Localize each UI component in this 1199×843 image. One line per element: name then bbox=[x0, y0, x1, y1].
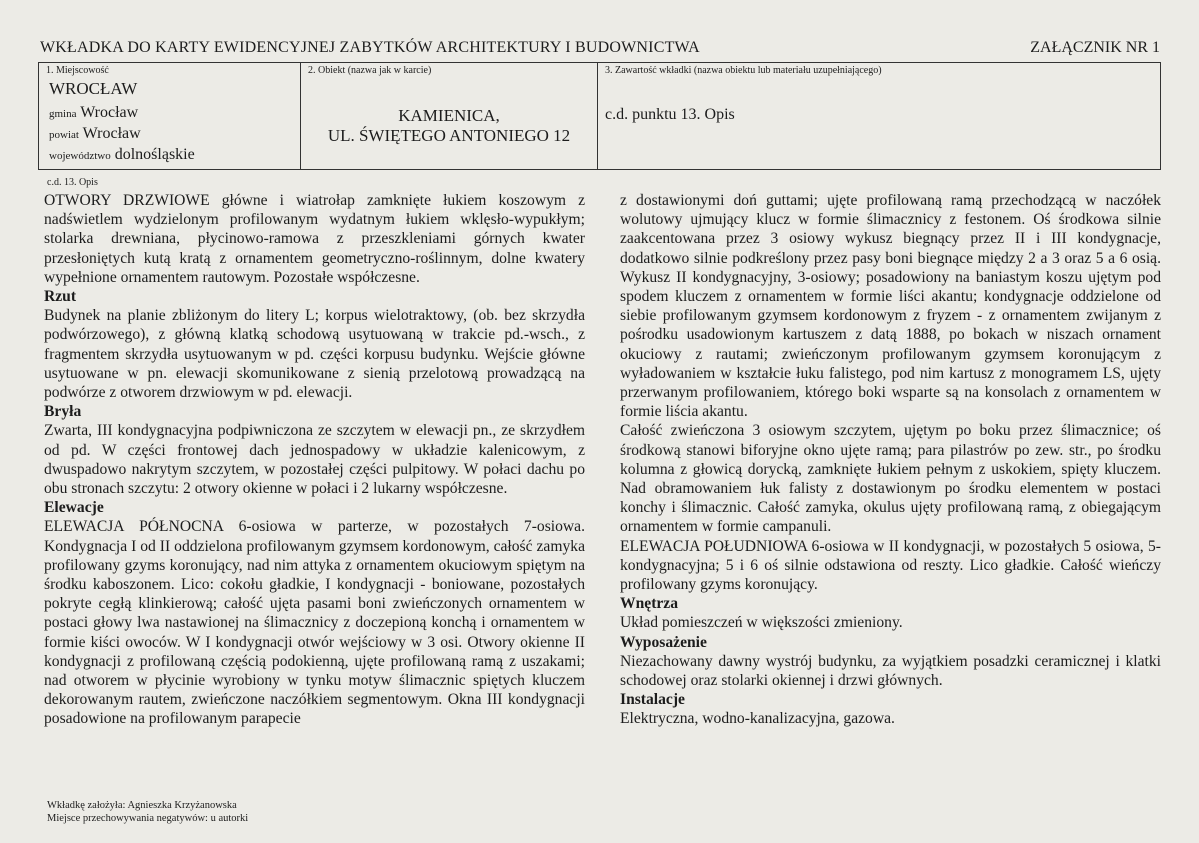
annex-label: ZAŁĄCZNIK NR 1 bbox=[1030, 39, 1160, 56]
footer bbox=[47, 799, 248, 825]
content-value: c.d. punktu 13. Opis bbox=[605, 106, 735, 123]
object-name bbox=[301, 106, 597, 146]
wojewodztwo-line bbox=[49, 146, 195, 164]
heading-wyposazenie: Wyposażenie bbox=[620, 633, 707, 651]
heading-elewacje: Elewacje bbox=[44, 499, 104, 517]
heading-wnetrza: Wnętrza bbox=[620, 595, 679, 613]
content-cell bbox=[598, 63, 1160, 169]
paragraph-doors: OTWORY DRZWIOWE główne i wiatrołap zamknięte łukiem koszowym z nadświetlem wydzielonym profilowanym wydatnym łukiem wklęsło-wypukłym; stolarka drewniana, płycinowo-ramowa z przeszkleniami górnych kwater przesłoniętych kutą kratą z ornamentem geometryczno-roślinnym, dolne kwatery wypełnione ornamentem rautowym. Pozostałe współczesne. bbox=[44, 192, 585, 286]
object-line-2: UL. ŚWIĘTEGO ANTONIEGO 12 bbox=[327, 126, 571, 145]
wojewodztwo-label: województwo bbox=[49, 150, 111, 162]
form-title: WKŁADKA DO KARTY EWIDENCYJNEJ ZABYTKÓW ARCHITEKTURY I BUDOWNICTWA bbox=[40, 39, 700, 56]
footer-author: Wkładkę założyła: Agnieszka Krzyżanowska bbox=[47, 800, 237, 811]
paragraph-instalacje: Elektryczna, wodno-kanalizacyjna, gazowa. bbox=[620, 710, 895, 728]
section-label: c.d. 13. Opis bbox=[47, 177, 98, 188]
paragraph-elewacje: ELEWACJA PÓŁNOCNA 6-osiowa w parterze, w pozostałych 7-osiowa. Kondygnacja I od II oddzielona profilowanym gzymsem kordonowym, całość zamyka profilowany gzyms koronujący, nad nim attyka z ornamentem okuciowym spiętym na środku kaboszonem. Lico: cokołu gładkie, I kondygnacji - boniowane, pozostałych pokryte cegłą klinkierową; całość ujęta pasami boni zwieńczonych ornamentem w postaci głowy lwa nastawionej na ślimacznicy z doczepioną konchą i ornamentem w formie kiści owoców. W I kondygnacji otwór wejściowy w 3 osi. Otwory okienne II kondygnacji z profilowaną częścią podokienną, ujęte profilowaną ramą z uszakami; nad otworem w płycinie wyrobiony w tynku motyw ślimacznic spiętych kluczem dekorowanym rautem, zwieńczone naczółkiem segmentowym. Okna III kondygnacji posadowione na profilowanym parapecie bbox=[44, 518, 585, 728]
right-column bbox=[620, 191, 1161, 729]
gmina-line bbox=[49, 104, 138, 122]
city-name: WROCŁAW bbox=[49, 79, 138, 98]
object-label: 2. Obiekt (nazwa jak w karcie) bbox=[308, 65, 432, 76]
heading-bryla: Bryła bbox=[44, 403, 82, 421]
info-table bbox=[38, 62, 1161, 170]
location-label: 1. Miejscowość bbox=[46, 65, 109, 76]
object-cell bbox=[301, 63, 598, 169]
paragraph-wyposazenie: Niezachowany dawny wystrój budynku, za wyjątkiem posadzki ceramicznej i klatki schodowej oraz stolarki okiennej i drzwi głównych. bbox=[620, 652, 1161, 690]
object-line-1: KAMIENICA, bbox=[398, 106, 500, 125]
powiat-label: powiat bbox=[49, 129, 79, 141]
powiat-line bbox=[49, 125, 141, 143]
paragraph-elewacja-poludniowa: ELEWACJA POŁUDNIOWA 6-osiowa w II kondygnacji, w pozostałych 5 osiowa, 5-kondygnacyjna; 5 i 6 oś silnie odstawiona od reszty. Lico gładkie. Całość wieńczy profilowany gzyms koronujący. bbox=[620, 537, 1161, 594]
gmina-label: gmina bbox=[49, 108, 77, 120]
page-header bbox=[40, 39, 1160, 61]
left-column bbox=[44, 191, 585, 729]
paragraph-rzut: Budynek na planie zbliżonym do litery L; korpus wielotraktowy, (ob. bez skrzydła podwórzowego), z główną klatką schodową usytuowaną w trakcie pd.-wsch., z fragmentem skrzydła usytuowanym w pd. części korpusu budynku. Wejście główne usytuowane w pn. elewacji skomunikowane z sienią przelotową prowadzącą na podwórze z otworem drzwiowym w pd. elewacji. bbox=[44, 307, 585, 402]
powiat-value: Wrocław bbox=[82, 125, 141, 142]
location-cell bbox=[39, 63, 301, 169]
paragraph-szczyt: Całość zwieńczona 3 osiowym szczytem, ujętym po boku przez ślimacznice; oś środkową stanowi biforyjne okno ujęte ramą; para pilastrów po zew. str., po środku kolumna z głowicą dorycką, zamknięte łukiem pełnym z uskokiem, spięty kluczem. Nad obramowaniem łuk falisty z dostawionym po środku elementem w postaci konchy i ślimacznic. Całość zamyka, okulus ujęty profilowaną ramą, z obiegającym ornamentem w formie campanuli. bbox=[620, 422, 1161, 536]
heading-instalacje: Instalacje bbox=[620, 691, 685, 709]
paragraph-wnetrza: Układ pomieszczeń w większości zmieniony. bbox=[620, 614, 903, 632]
wojewodztwo-value: dolnośląskie bbox=[114, 146, 195, 163]
gmina-value: Wrocław bbox=[80, 104, 139, 121]
paragraph-bryla: Zwarta, III kondygnacyjna podpiwniczona ze szczytem w elewacji pn., ze skrzydłem od pd. W części frontowej dach jednospadowy w układzie kalenicowym, z dwuspadowo nakrytym szczytem, w pozostałej części pulpitowy. W połaci dachu po obu stronach szczytu: 2 otwory okienne w połaci i 2 lukarny współczesne. bbox=[44, 422, 585, 498]
content-label: 3. Zawartość wkładki (nazwa obiektu lub materiału uzupełniającego) bbox=[605, 65, 882, 76]
footer-negatives: Miejsce przechowywania negatywów: u autorki bbox=[47, 813, 249, 824]
paragraph-wykusz: z dostawionymi doń guttami; ujęte profilowaną ramą przechodzącą w naczółek wolutowy ujmujący klucz w formie ślimacznicy z festonem. Oś środkowa silnie zaakcentowana przez 3 osiowy wykusz biegnący przez II i III kondygnacje, dodatkowo silnie podkreślony przez pasy boni biegnące między 2 a 3 oraz 5 a 6 osią. Wykusz II kondygnacyjny, 3-osiowy; posadowiony na baniastym koszu ujętym pod spodem kluczem z ornamentem w formie liści akantu; kondygnacje oddzielone od siebie profilowanym gzymsem kordonowym z fryzem - z ornamentem zwijanym z pośrodku usadowionym kartuszem z datą 1888, po bokach w niszach ornament okuciowy z rautami; zwieńczonym profilowanym gzymsem koronującym z wyładowaniem w kształcie łuku falistego, pod nim kartusz z monogramem LS, ujęty przerwanym profilowaniem, którego boki wsparte są na konsolach z ornamentem w formie liścia akantu. bbox=[620, 192, 1161, 421]
heading-rzut: Rzut bbox=[44, 288, 77, 306]
